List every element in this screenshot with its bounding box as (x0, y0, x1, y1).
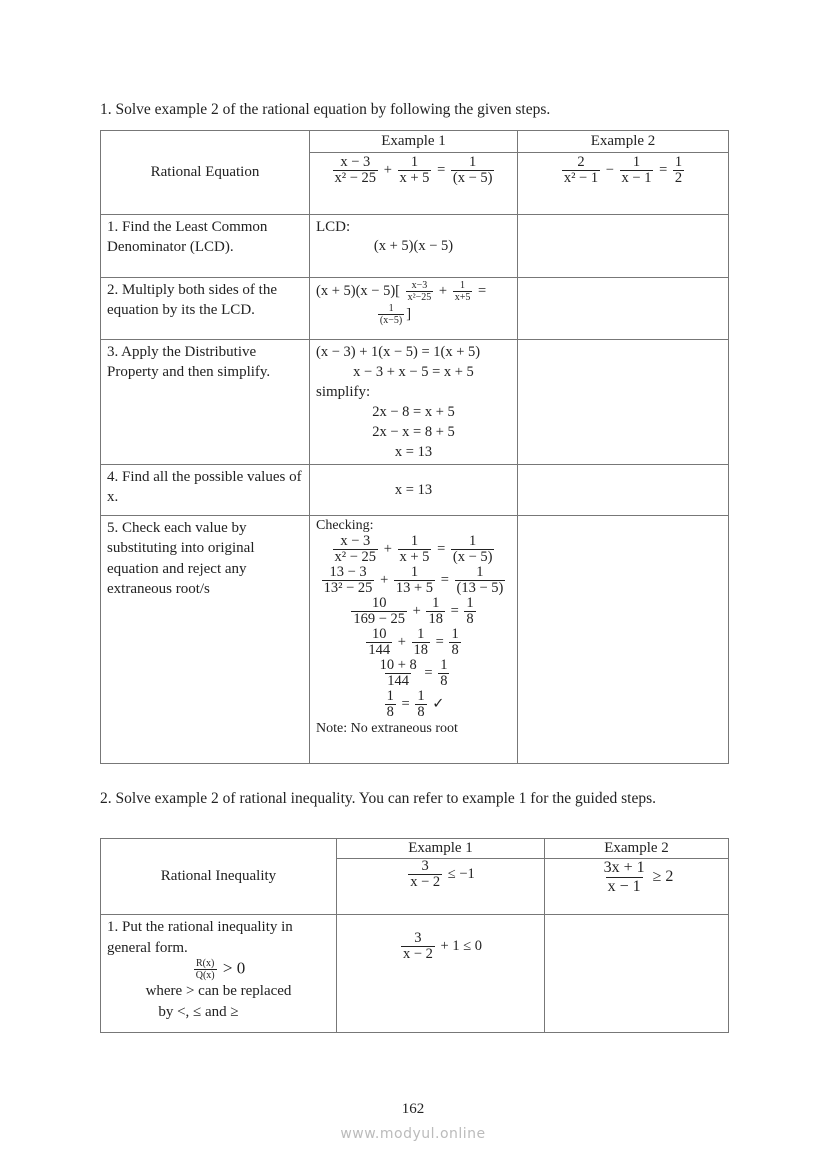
check-line-6 (316, 689, 511, 720)
denominator: 18 (413, 641, 428, 658)
math-text: = (655, 161, 671, 178)
example-1-equation (316, 155, 511, 186)
question-1-title: 1. Solve example 2 of the rational equation by following the given steps. (100, 101, 551, 118)
col-header-example-2: Example 2 (518, 131, 729, 153)
question-2-title: 2. Solve example 2 of rational inequality. You can refer to example 1 for the guided steps. (100, 790, 656, 807)
numerator: 3x + 1 (603, 859, 645, 876)
distribute-line-2: x − 3 + x − 5 = x + 5 (353, 363, 474, 380)
col-header-example-2: Example 2 (545, 839, 729, 859)
simplify-line-1: 2x − 8 = x + 5 (372, 403, 455, 420)
math-text: = (474, 282, 487, 299)
fraction (412, 627, 431, 658)
numerator: 13 − 3 (329, 563, 367, 580)
numerator: 1 (386, 687, 394, 704)
example-2-step-5-answer[interactable] (518, 515, 729, 763)
math-text: (x + 5)(x − 5)[ (316, 282, 404, 299)
col-header-example-1: Example 1 (337, 839, 545, 859)
check-line-4 (316, 627, 511, 658)
watermark: www.modyul.online (340, 1126, 486, 1142)
fraction (451, 534, 495, 565)
math-text: = (437, 571, 453, 588)
denominator: x²−25 (407, 291, 432, 303)
check-line-2 (316, 565, 511, 596)
math-text: ] (406, 305, 412, 322)
fraction (378, 303, 404, 326)
fraction (415, 689, 426, 720)
numerator: 1 (417, 625, 425, 642)
fraction (620, 155, 654, 186)
numerator: 1 (466, 594, 474, 611)
general-form (107, 958, 330, 981)
denominator: x + 5 (399, 548, 430, 565)
denominator: 144 (387, 672, 410, 689)
denominator: Q(x) (195, 970, 215, 981)
numerator: 1 (460, 279, 466, 291)
fraction (351, 596, 407, 627)
example-1-general-form (343, 931, 538, 962)
step-1-label: 1. Find the Least Common Denominator (LCD). (101, 214, 310, 277)
denominator: 13² − 25 (323, 579, 373, 596)
fraction (194, 958, 217, 981)
numerator: 3 (421, 858, 429, 874)
math-text: + (435, 282, 451, 299)
rational-inequality-table (100, 838, 729, 1033)
denominator: x² − 25 (334, 548, 377, 565)
numerator: R(x) (196, 958, 215, 969)
fraction (451, 155, 495, 186)
numerator: 1 (410, 532, 419, 549)
math-text: = (432, 633, 448, 650)
numerator: 1 (410, 563, 419, 580)
check-line-5 (316, 658, 511, 689)
numerator: 3 (414, 930, 422, 946)
numerator: 1 (410, 153, 419, 170)
numerator: 1 (388, 302, 394, 314)
math-text: ≤ −1 (444, 865, 475, 882)
numerator: x−3 (411, 279, 428, 291)
example-2-step-4-answer[interactable] (518, 464, 729, 515)
denominator: 8 (451, 641, 459, 658)
fraction (378, 658, 419, 689)
math-text: = (433, 161, 449, 178)
math-text: + 1 ≤ 0 (436, 937, 483, 954)
simplify-line-2: 2x − x = 8 + 5 (372, 423, 455, 440)
check-line-1 (316, 534, 511, 565)
fraction (426, 596, 445, 627)
step-5-label: 5. Check each value by substituting into original equation and reject any extraneous root/s (101, 515, 310, 763)
numerator: 1 (440, 656, 448, 673)
example-1-inequality (343, 859, 538, 890)
numerator: 1 (417, 687, 425, 704)
math-text: + (380, 161, 396, 178)
simplify-line-3: x = 13 (394, 443, 433, 460)
replace-operators: by <, ≤ and ≥ (158, 1003, 239, 1020)
fraction (438, 658, 449, 689)
rational-equation-table (100, 130, 729, 764)
fraction (408, 859, 442, 890)
math-text: ≥ 2 (648, 868, 674, 886)
multiply-lcd-line-1 (316, 280, 511, 303)
math-text: + (409, 602, 425, 619)
math-text: > 0 (218, 958, 246, 978)
extraneous-note: Note: No extraneous root (316, 720, 458, 736)
numerator: 1 (469, 153, 477, 170)
denominator: (x − 5) (452, 169, 493, 186)
math-text: = (420, 664, 437, 681)
denominator: 8 (417, 703, 425, 720)
possible-values: x = 13 (394, 481, 433, 498)
denominator: x − 1 (621, 169, 652, 186)
fraction (385, 689, 396, 720)
step-2-label: 2. Multiply both sides of the equation by its the LCD. (101, 277, 310, 339)
fraction (562, 155, 600, 186)
denominator: 18 (428, 610, 443, 627)
denominator: x + 5 (399, 169, 430, 186)
row-label-rational-equation: Rational Equation (101, 131, 310, 215)
fraction (322, 565, 375, 596)
example-2-step-2-answer[interactable] (518, 277, 729, 339)
denominator: 8 (466, 610, 474, 627)
fraction (602, 859, 647, 896)
fraction (398, 534, 432, 565)
fraction (366, 627, 392, 658)
numerator: 10 + 8 (379, 656, 417, 673)
denominator: 144 (368, 641, 391, 658)
denominator: (x−5) (379, 314, 403, 326)
denominator: 8 (440, 672, 448, 689)
numerator: 1 (476, 563, 484, 580)
numerator: 1 (469, 532, 477, 549)
denominator: x² − 1 (563, 169, 599, 186)
math-text: ✓ (428, 695, 445, 712)
lcd-label: LCD: (316, 218, 351, 235)
col-header-example-1: Example 1 (310, 131, 518, 153)
fraction (673, 155, 684, 186)
example-2-step-3-answer[interactable] (518, 339, 729, 464)
math-text: = (433, 540, 449, 557)
math-text: + (394, 633, 410, 650)
fraction (401, 931, 435, 962)
fraction (406, 280, 434, 303)
numerator: 1 (674, 153, 683, 170)
denominator: 8 (386, 703, 394, 720)
numerator: 1 (432, 594, 440, 611)
math-text: = (446, 602, 463, 619)
simplify-label: simplify: (316, 383, 371, 400)
multiply-lcd-line-2 (316, 303, 511, 326)
denominator: x − 2 (410, 874, 441, 890)
lcd-value: (x + 5)(x − 5) (373, 238, 454, 254)
numerator: 10 (371, 594, 387, 611)
numerator: 2 (577, 153, 585, 170)
fraction (398, 155, 432, 186)
denominator: (13 − 5) (456, 579, 504, 596)
fraction (394, 565, 435, 596)
denominator: x+5 (454, 291, 471, 303)
check-line-3 (316, 596, 511, 627)
numerator: 1 (632, 153, 641, 170)
example-2-step-1-answer[interactable] (545, 915, 729, 1033)
checking-label: Checking: (316, 517, 374, 533)
fraction (333, 155, 379, 186)
page-number: 162 (401, 1101, 425, 1117)
denominator: 13 + 5 (395, 579, 434, 596)
denominator: x − 1 (607, 878, 641, 895)
fraction (464, 596, 475, 627)
example-2-equation (524, 155, 722, 186)
numerator: 1 (451, 625, 459, 642)
row-label-rational-inequality: Rational Inequality (101, 839, 337, 915)
math-text: = (397, 695, 414, 712)
denominator: x² − 25 (334, 169, 377, 186)
math-text: − (602, 161, 618, 178)
numerator: x − 3 (340, 153, 371, 170)
denominator: 169 − 25 (353, 610, 406, 627)
distribute-line-1: (x − 3) + 1(x − 5) = 1(x + 5) (316, 343, 481, 360)
step-4-label: 4. Find all the possible values of x. (101, 464, 310, 515)
step-3-label: 3. Apply the Distributive Property and then simplify. (101, 339, 310, 464)
numerator: x − 3 (340, 532, 371, 549)
example-2-inequality (551, 859, 722, 896)
step-1-label: 1. Put the rational inequality in general form. (107, 919, 293, 956)
replace-note: where > can be replaced (145, 983, 292, 999)
example-2-step-1-answer[interactable] (518, 214, 729, 277)
denominator: 2 (674, 169, 683, 186)
math-text: + (376, 571, 392, 588)
fraction (455, 565, 506, 596)
numerator: 10 (371, 625, 387, 642)
denominator: (x − 5) (452, 548, 493, 565)
denominator: x − 2 (402, 946, 433, 962)
fraction (453, 280, 473, 303)
math-text: + (380, 540, 396, 557)
fraction (449, 627, 460, 658)
fraction (333, 534, 379, 565)
